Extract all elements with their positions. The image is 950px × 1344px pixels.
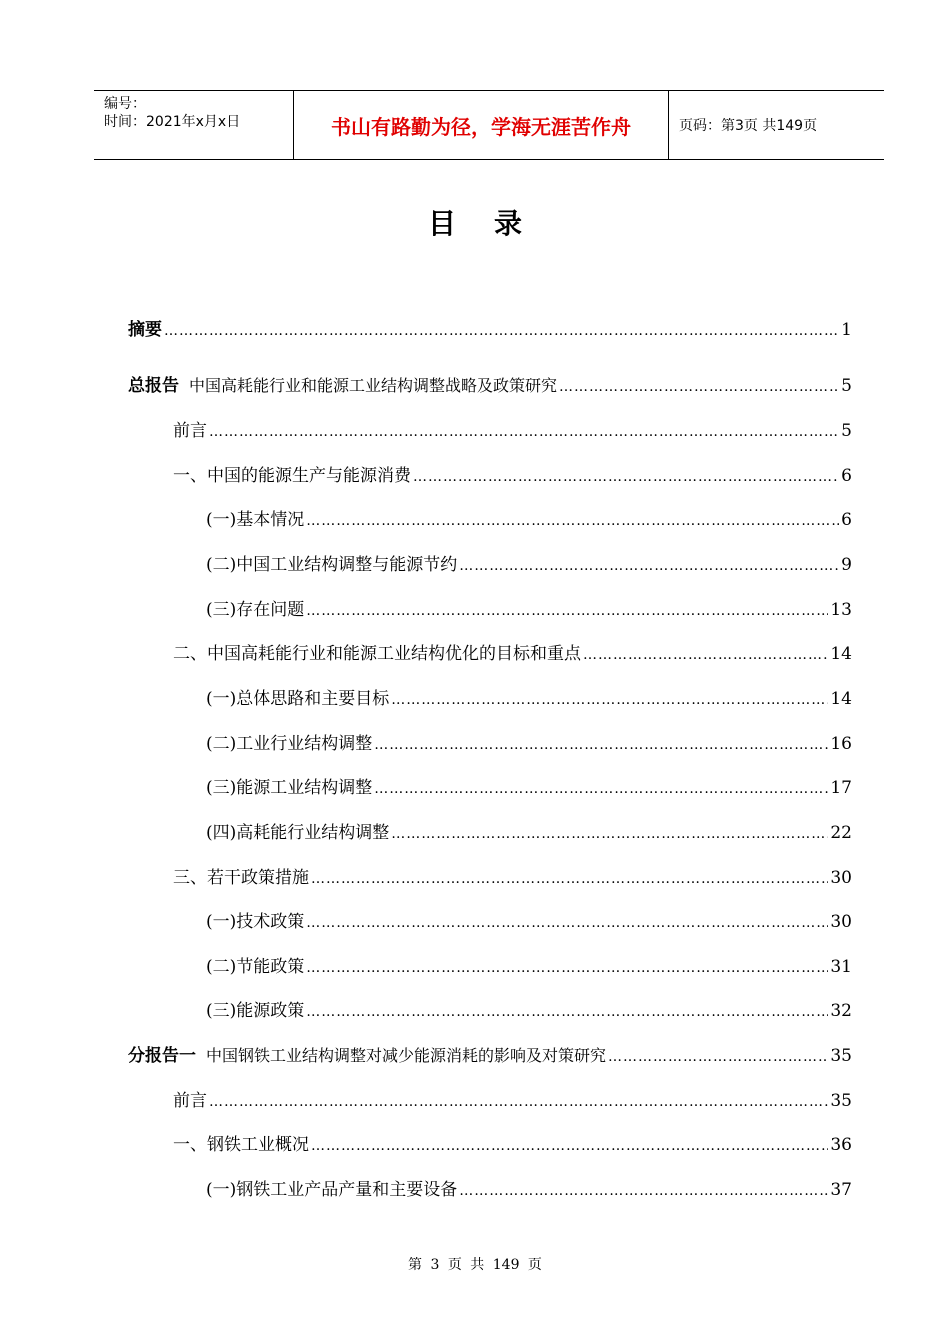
toc-text: (一)技术政策 xyxy=(206,912,305,932)
toc-entry[interactable] xyxy=(206,1175,852,1199)
toc-leader xyxy=(209,424,839,440)
toc-text: 二、中国高耗能行业和能源工业结构优化的目标和重点 xyxy=(173,644,581,664)
document-header xyxy=(94,90,884,160)
toc-entry[interactable] xyxy=(206,550,852,574)
toc-page: 14 xyxy=(830,689,852,709)
toc-text: 中国钢铁工业结构调整对减少能源消耗的影响及对策研究 xyxy=(206,1046,607,1065)
toc-prefix: 总报告 xyxy=(128,376,179,396)
toc-entry[interactable] xyxy=(173,639,852,663)
toc-page: 32 xyxy=(830,1001,852,1021)
toc-page: 22 xyxy=(830,823,852,843)
toc-page: 14 xyxy=(830,644,852,664)
toc-prefix: 分报告一 xyxy=(128,1046,196,1066)
toc-page: 6 xyxy=(841,466,852,486)
toc-page: 35 xyxy=(830,1046,852,1066)
toc-text: 一、钢铁工业概况 xyxy=(173,1135,309,1155)
toc-page: 9 xyxy=(841,555,852,575)
toc-leader xyxy=(306,513,839,529)
toc-text: 前言 xyxy=(173,1091,207,1111)
toc-leader xyxy=(459,1183,828,1199)
toc-text: (三)能源政策 xyxy=(206,1001,305,1021)
toc-text: (三)能源工业结构调整 xyxy=(206,778,373,798)
toc-text: (二)工业行业结构调整 xyxy=(206,734,373,754)
toc-entry[interactable] xyxy=(173,416,852,440)
toc-text: 中国高耗能行业和能源工业结构调整战略及政策研究 xyxy=(189,376,558,395)
toc-page: 1 xyxy=(841,320,852,340)
toc-leader xyxy=(164,323,839,339)
header-motto: 书山有路勤为径，学海无涯苦作舟 xyxy=(294,91,669,159)
toc-leader xyxy=(391,692,828,708)
toc-page: 30 xyxy=(830,868,852,888)
toc-leader xyxy=(306,960,828,976)
toc-page: 30 xyxy=(830,912,852,932)
page-title: 目录 xyxy=(427,207,560,240)
header-page-info: 页码：第3页 共149页 xyxy=(679,118,818,134)
toc-text: 三、若干政策措施 xyxy=(173,868,309,888)
toc-entry[interactable] xyxy=(173,863,852,887)
toc-leader xyxy=(306,603,828,619)
toc-text: 前言 xyxy=(173,421,207,441)
toc-leader xyxy=(559,379,839,395)
toc-leader xyxy=(374,737,828,753)
toc-leader xyxy=(583,647,828,663)
toc-entry[interactable] xyxy=(206,684,852,708)
toc-text: (四)高耗能行业结构调整 xyxy=(206,823,390,843)
toc-entry[interactable] xyxy=(128,315,852,339)
toc-leader xyxy=(413,469,839,485)
toc-entry[interactable] xyxy=(173,1086,852,1110)
toc-page: 5 xyxy=(841,421,852,441)
toc-page: 36 xyxy=(830,1135,852,1155)
toc-leader xyxy=(391,826,828,842)
toc-prefix: 摘要 xyxy=(128,320,162,340)
toc-entry[interactable] xyxy=(206,773,852,797)
toc-entry[interactable] xyxy=(173,1130,852,1154)
toc-entry[interactable] xyxy=(206,818,852,842)
toc-page: 17 xyxy=(830,778,852,798)
toc-text: (二)节能政策 xyxy=(206,957,305,977)
toc-entry[interactable] xyxy=(206,729,852,753)
toc-entry[interactable] xyxy=(206,952,852,976)
toc-leader xyxy=(306,1004,828,1020)
toc-entry[interactable] xyxy=(128,1041,852,1065)
toc-entry[interactable] xyxy=(206,505,852,529)
toc-text: (一)总体思路和主要目标 xyxy=(206,689,390,709)
toc-page: 13 xyxy=(830,600,852,620)
toc-leader xyxy=(459,558,839,574)
toc-entry[interactable] xyxy=(173,461,852,485)
toc-page: 6 xyxy=(841,510,852,530)
toc-leader xyxy=(306,915,828,931)
toc-text: (一)基本情况 xyxy=(206,510,305,530)
toc-entry[interactable] xyxy=(206,595,852,619)
toc-page: 5 xyxy=(841,376,852,396)
toc-page: 35 xyxy=(830,1091,852,1111)
toc-leader xyxy=(608,1049,828,1065)
toc-text: 一、中国的能源生产与能源消费 xyxy=(173,466,411,486)
toc-page: 37 xyxy=(830,1180,852,1200)
number-label: 编号： xyxy=(104,96,146,112)
toc-text: (一)钢铁工业产品产量和主要设备 xyxy=(206,1180,458,1200)
page-footer: 第 3 页 共 149 页 xyxy=(408,1257,542,1273)
toc-entry[interactable] xyxy=(206,996,852,1020)
toc-entry[interactable] xyxy=(128,371,852,395)
toc-page: 16 xyxy=(830,734,852,754)
toc-text: (三)存在问题 xyxy=(206,600,305,620)
toc-entry[interactable] xyxy=(206,907,852,931)
toc-leader xyxy=(374,781,828,797)
header-meta xyxy=(94,91,294,159)
toc-page: 31 xyxy=(830,957,852,977)
time-label: 时间：2021年x月x日 xyxy=(104,114,241,130)
toc-leader xyxy=(311,871,828,887)
toc-leader xyxy=(311,1138,828,1154)
toc-leader xyxy=(209,1094,828,1110)
toc-text: (二)中国工业结构调整与能源节约 xyxy=(206,555,458,575)
